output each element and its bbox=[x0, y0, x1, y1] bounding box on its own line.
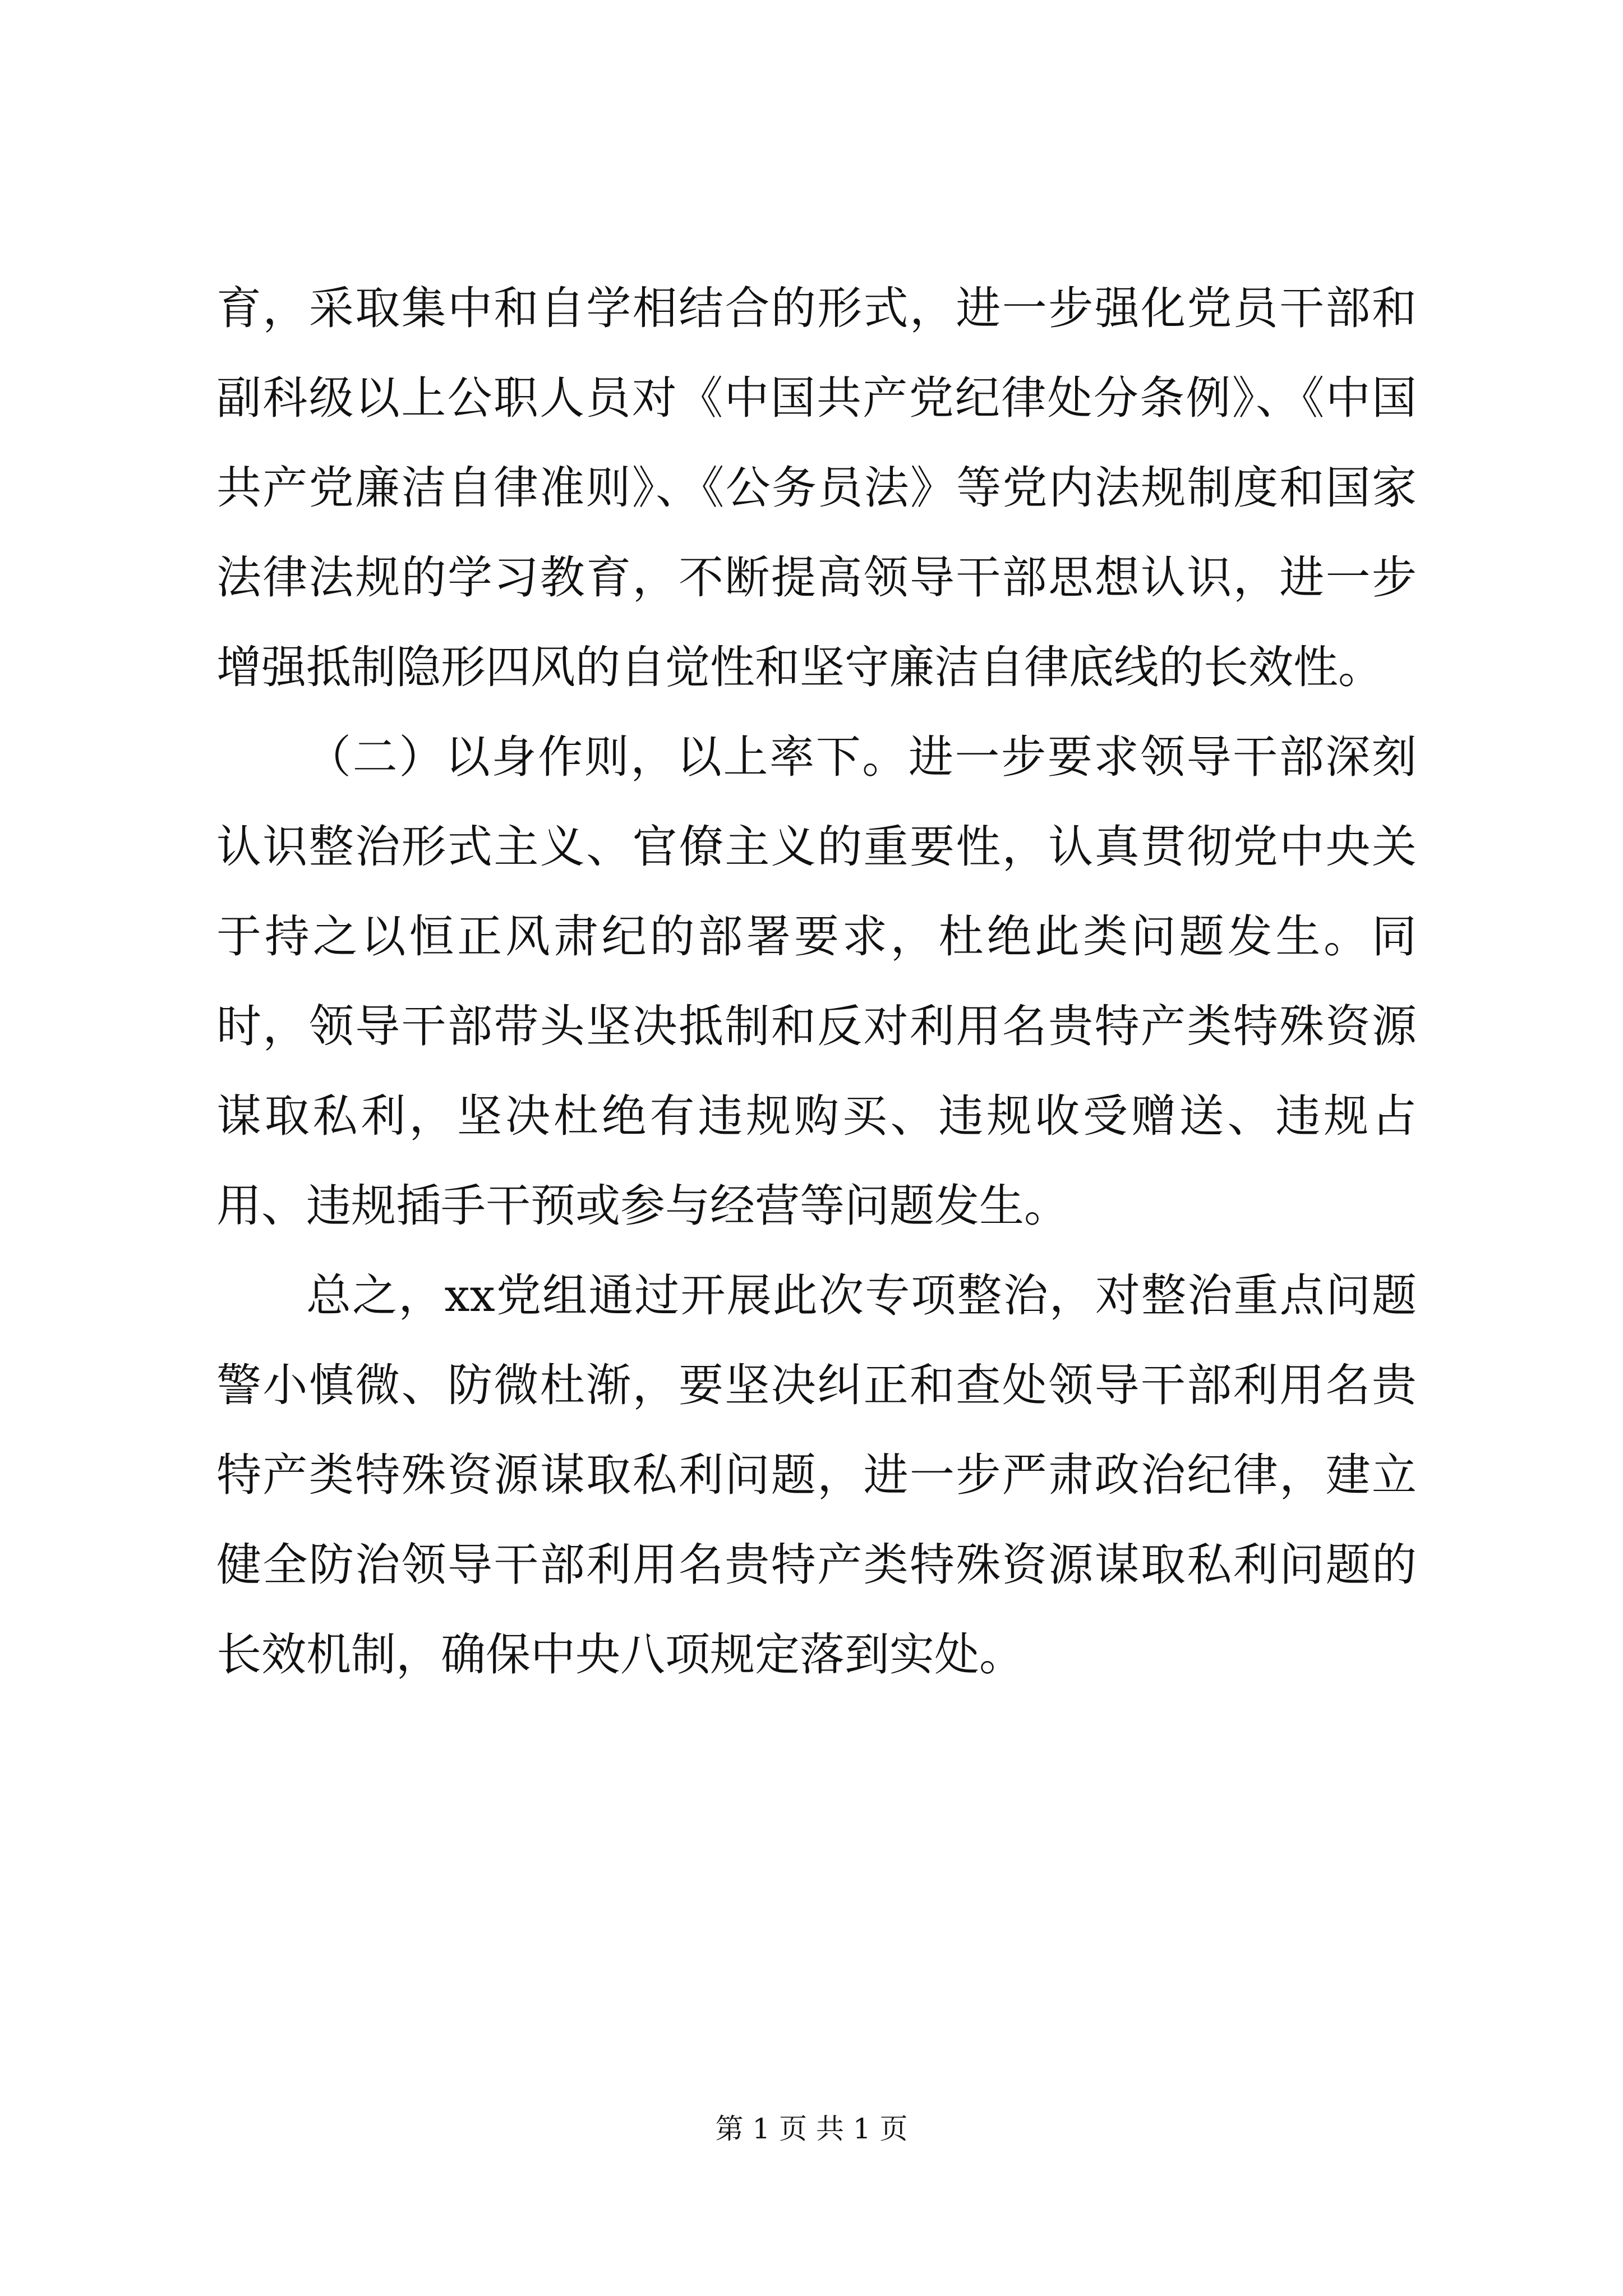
document-body bbox=[216, 264, 1417, 1700]
paragraph-section-two: （二）以身作则，以上率下。进一步要求领导干部深刻认识整治形式主义、官僚主义的重要性，认真贯彻党中央关于持之以恒正风肃纪的部署要求，杜绝此类问题发生。同时，领导干部带头坚决抵制和反对利用名贵特产类特殊资源谋取私利，坚决杜绝有违规购买、违规收受赠送、违规占用、违规插手干预或参与经营等问题发生。 bbox=[216, 731, 1417, 1232]
paragraph-conclusion: 总之，xx党组通过开展此次专项整治，对整治重点问题警小慎微、防微杜渐，要坚决纠正和查处领导干部利用名贵特产类特殊资源谋取私利问题，进一步严肃政治纪律，建立健全防治领导干部利用名贵特产类特殊资源谋取私利问题的长效机制，确保中央八项规定落到实处。 bbox=[216, 1269, 1417, 1681]
paragraph-continuation: 育，采取集中和自学相结合的形式，进一步强化党员干部和副科级以上公职人员对《中国共产党纪律处分条例》、《中国共产党廉洁自律准则》、《公务员法》等党内法规制度和国家法律法规的学习教育，不断提高领导干部思想认识，进一步增强抵制隐形四风的自觉性和坚守廉洁自律底线的长效性。 bbox=[216, 282, 1417, 693]
page-footer: 第 1 页 共 1 页 bbox=[715, 2113, 908, 2145]
